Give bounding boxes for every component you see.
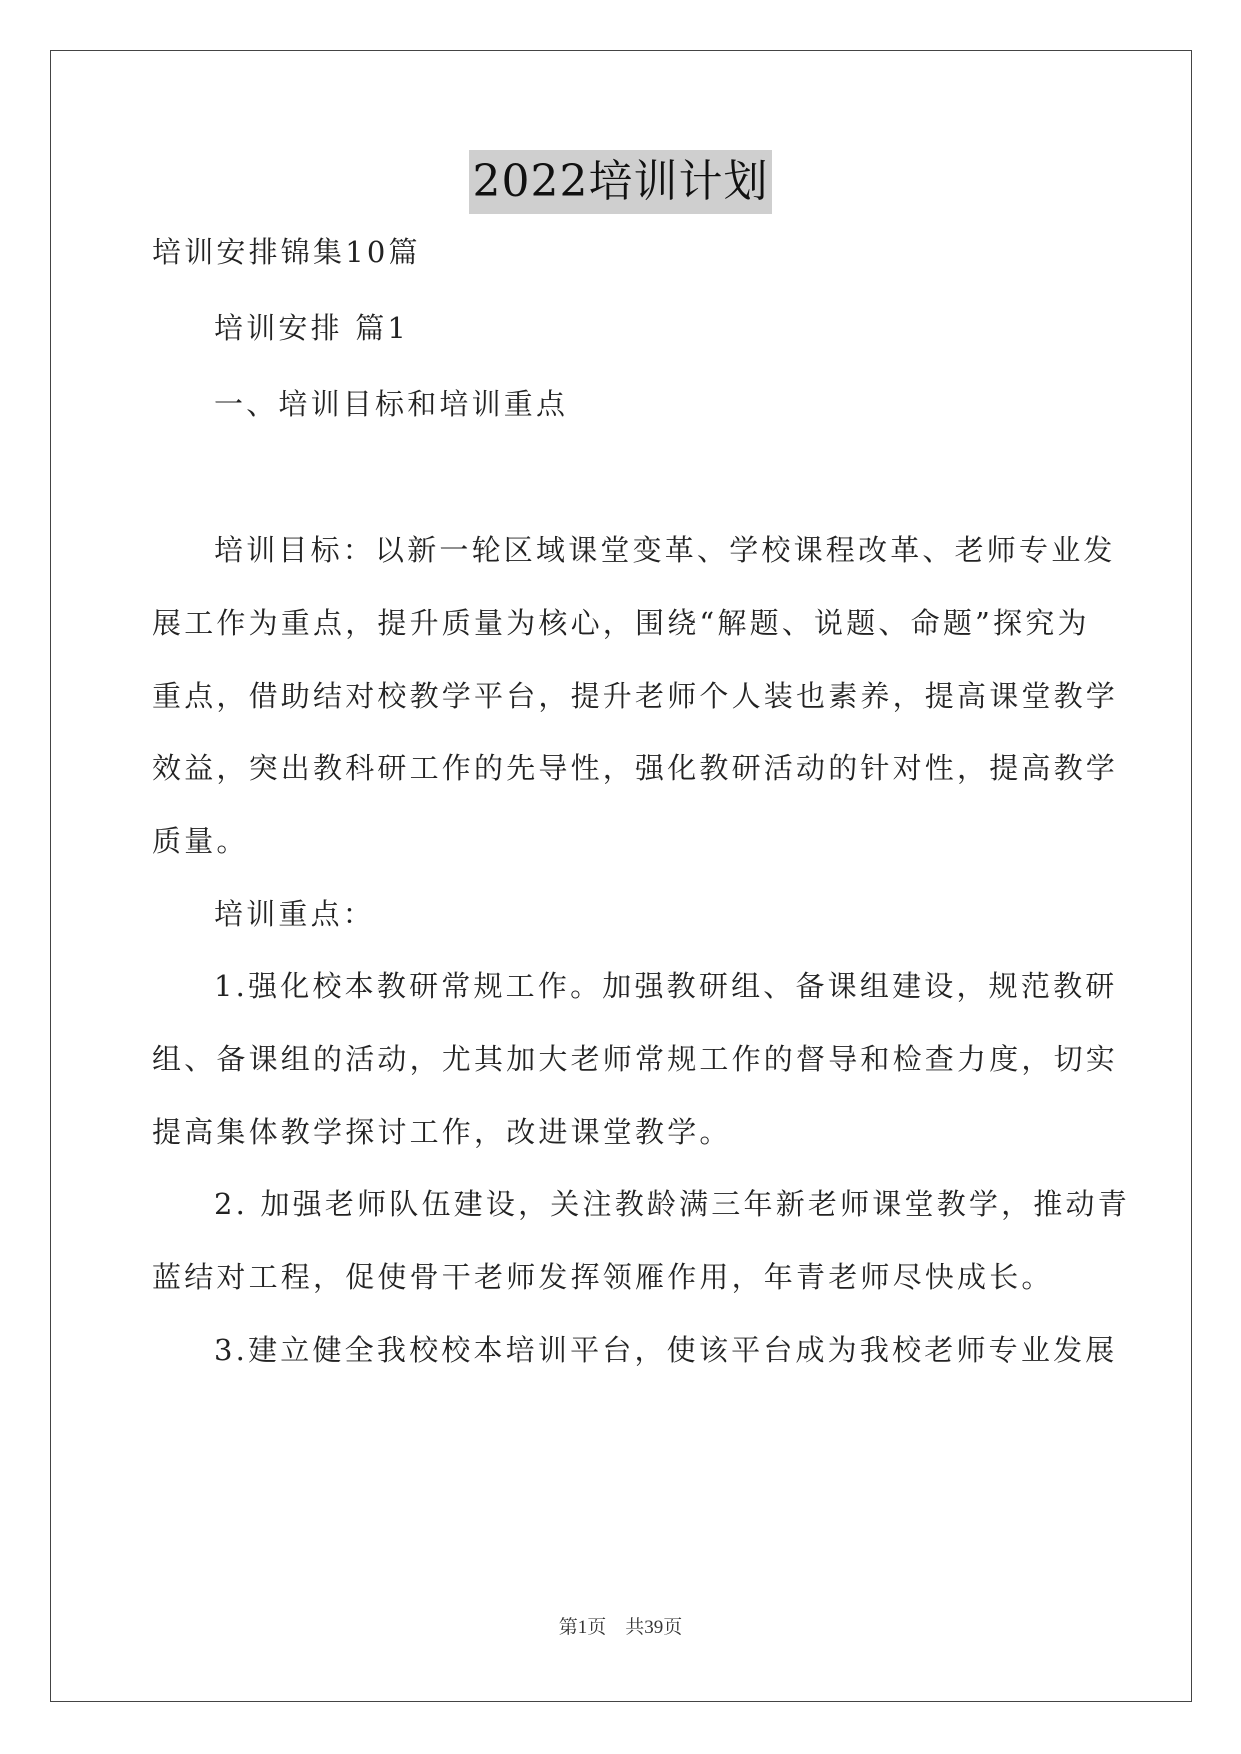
- subsection-heading: 培训重点：: [214, 897, 376, 931]
- footer-total-pages: 39: [644, 1617, 664, 1638]
- footer-middle: 页 共: [587, 1616, 645, 1638]
- paragraph-line: 1.强化校本教研常规工作。加强教研组、备课组建设，规范教研: [214, 969, 1118, 1003]
- footer-suffix: 页: [663, 1616, 683, 1638]
- paragraph-line: 培训目标：以新一轮区域课堂变革、学校课程改革、老师专业发: [214, 533, 1116, 567]
- footer-prefix: 第: [558, 1616, 578, 1638]
- page-footer: [0, 1612, 1241, 1639]
- page-title: 2022培训计划: [469, 150, 773, 214]
- footer-page-number: 1: [577, 1617, 588, 1638]
- paragraph-line: 提高集体教学探讨工作，改进课堂教学。: [152, 1115, 732, 1149]
- page-border: [50, 50, 1192, 1702]
- paragraph-line: 重点，借助结对校教学平台，提升老师个人装也素养，提高课堂教学: [152, 679, 1119, 713]
- collection-heading: 培训安排锦集10篇: [152, 235, 421, 269]
- paragraph-line: 效益，突出教科研工作的先导性，强化教研活动的针对性，提高教学: [152, 751, 1119, 785]
- paragraph-line: 2. 加强老师队伍建设，关注教龄满三年新老师课堂教学，推动青: [214, 1187, 1130, 1221]
- title-container: [0, 150, 1241, 214]
- paragraph-line: 质量。: [152, 824, 249, 858]
- section-heading: 培训安排 篇1: [214, 311, 410, 345]
- paragraph-line: 组、备课组的活动，尤其加大老师常规工作的督导和检查力度，切实: [152, 1042, 1119, 1076]
- paragraph-line: 展工作为重点，提升质量为核心，围绕“解题、说题、命题”探究为: [152, 606, 1090, 640]
- paragraph-line: 蓝结对工程，促使骨干老师发挥领雁作用，年青老师尽快成长。: [152, 1260, 1054, 1294]
- subsection-heading: 一、培训目标和培训重点: [214, 387, 569, 421]
- paragraph-line: 3.建立健全我校校本培训平台，使该平台成为我校老师专业发展: [214, 1333, 1118, 1367]
